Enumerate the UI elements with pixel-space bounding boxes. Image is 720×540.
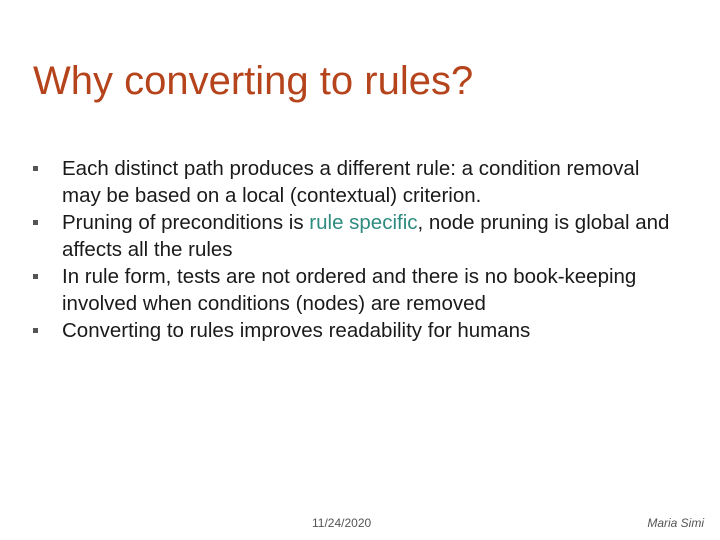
bullet-text: Each distinct path produces a different rule: a condition removal may be based on a local (contextual) criterion. xyxy=(62,157,640,207)
bullet-item xyxy=(33,155,673,209)
bullet-item xyxy=(33,263,673,317)
highlighted-term: rule specific xyxy=(309,211,418,234)
bullet-text-before: Pruning of preconditions is xyxy=(62,211,310,234)
bullet-item xyxy=(33,209,673,263)
bullet-text: Converting to rules improves readability for humans xyxy=(62,319,531,342)
bullet-list xyxy=(33,155,673,344)
square-bullet-icon xyxy=(33,328,38,333)
square-bullet-icon xyxy=(33,166,38,171)
slide-title: Why converting to rules? xyxy=(33,59,474,103)
bullet-text-after: , node pruning is global and affects all the rules xyxy=(62,211,670,261)
footer-author: Maria Simi xyxy=(647,516,704,530)
bullet-text: In rule form, tests are not ordered and there is no book-keeping involved when conditions (nodes) are removed xyxy=(62,265,637,315)
square-bullet-icon xyxy=(33,220,38,225)
square-bullet-icon xyxy=(33,274,38,279)
footer-date: 11/24/2020 xyxy=(312,516,372,530)
bullet-item xyxy=(33,317,673,344)
